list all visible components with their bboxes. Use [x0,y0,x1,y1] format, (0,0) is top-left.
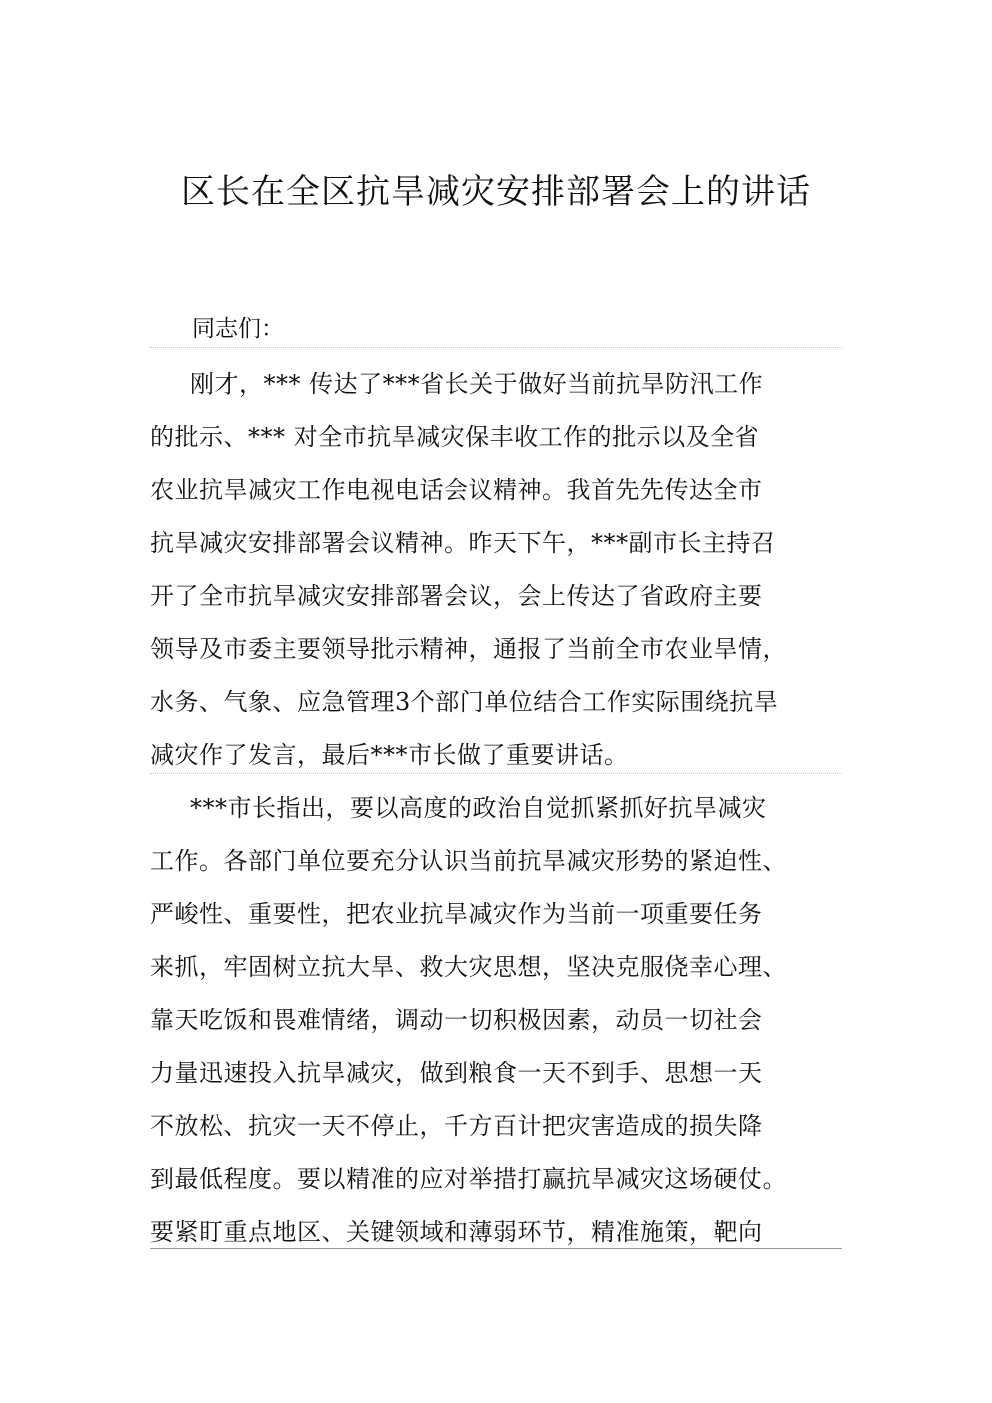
paragraph-line: 来抓，牢固树立抗大旱、救大灾思想，坚决克服侥幸心理、 [150,953,787,981]
document-title: 区长在全区抗旱减灾安排部署会上的讲话 [181,172,811,212]
paragraph-line: 的批示、*** 对全市抗旱减灾保丰收工作的批示以及全省 [150,423,760,451]
paragraph-2 [150,782,842,1259]
paragraph-line: 靠天吃饭和畏难情绪，调动一切积极因素，动员一切社会 [150,1006,763,1034]
paragraph-1 [150,358,842,782]
paragraph-line: 要紧盯重点地区、关键领域和薄弱环节，精准施策，靶向 [150,1218,763,1246]
divider [150,773,842,774]
paragraph-line: 刚才，*** 传达了***省长关于做好当前抗旱防汛工作 [190,370,764,398]
paragraph-line: 领导及市委主要领导批示精神，通报了当前全市农业旱情， [150,635,787,663]
paragraph-line: 到最低程度。要以精准的应对举措打赢抗旱减灾这场硬仗。 [150,1165,787,1193]
paragraph-line: 开了全市抗旱减灾安排部署会议，会上传达了省政府主要 [150,582,763,610]
paragraph-line: 农业抗旱减灾工作电视电话会议精神。我首先先传达全市 [150,476,763,504]
paragraph-line: 严峻性、重要性，把农业抗旱减灾作为当前一项重要任务 [150,900,763,928]
greeting: 同志们： [192,316,284,342]
paragraph-line: 抗旱减灾安排部署会议精神。昨天下午，***副市长主持召 [150,529,776,557]
paragraph-line: 水务、气象、应急管理3个部门单位结合工作实际围绕抗旱 [150,688,779,716]
paragraph-line: ***市长指出，要以高度的政治自觉抓紧抓好抗旱减灾 [190,794,767,822]
paragraph-line: 减灾作了发言，最后***市长做了重要讲话。 [150,741,629,769]
paragraph-line: 工作。各部门单位要充分认识当前抗旱减灾形势的紧迫性、 [150,847,787,875]
paragraph-line: 不放松、抗灾一天不停止，千方百计把灾害造成的损失降 [150,1112,763,1140]
paragraph-line: 力量迅速投入抗旱减灾，做到粮食一天不到手、思想一天 [150,1059,763,1087]
bottom-divider [150,1248,842,1249]
divider [150,347,842,348]
